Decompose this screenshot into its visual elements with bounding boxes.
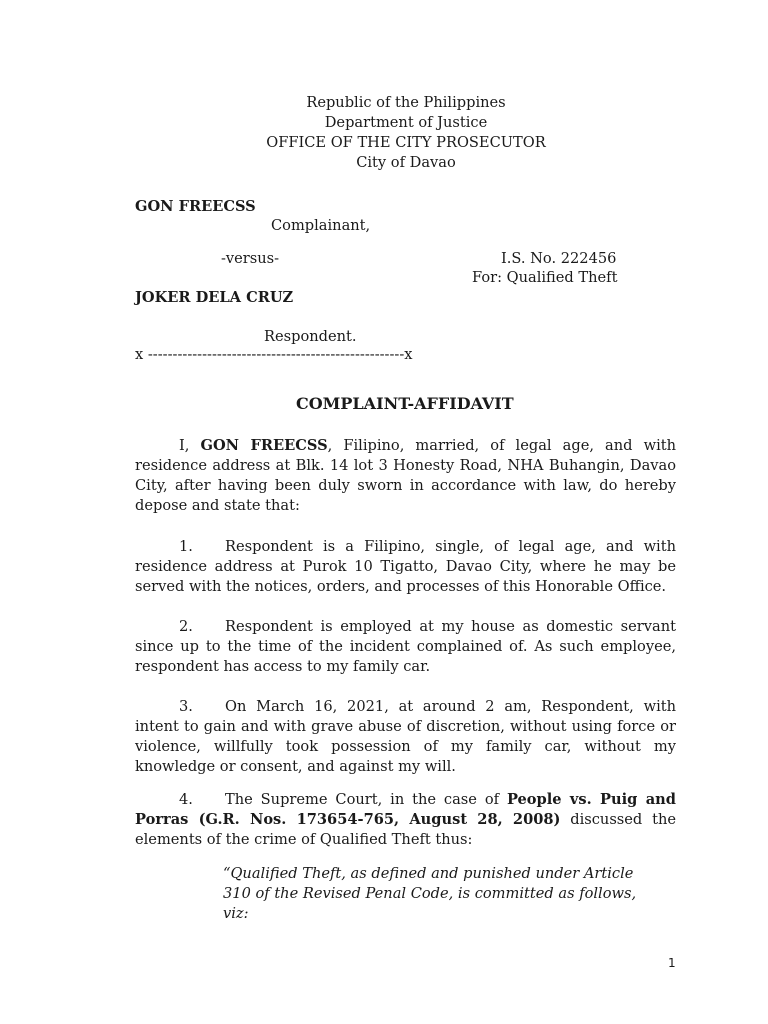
paragraph-4-number: 4.: [179, 791, 193, 808]
paragraph-2: [135, 617, 676, 677]
document-title: COMPLAINT-AFFIDAVIT: [296, 394, 514, 413]
header-republic: Republic of the Philippines: [306, 94, 506, 111]
respondent-label: Respondent.: [264, 328, 357, 345]
paragraph-3-text: On March 16, 2021, at around 2 am, Respondent, with intent to gain and with grave abuse of discretion, without using force or violence, willfully took possession of my family car, without my knowledge or consent, and against my will.: [135, 698, 676, 775]
header-city: City of Davao: [356, 154, 456, 171]
paragraph-2-number: 2.: [179, 618, 193, 635]
respondent-name: JOKER DELA CRUZ: [135, 289, 294, 306]
complainant-name: GON FREECSS: [135, 198, 256, 215]
intro-paragraph: [135, 436, 676, 516]
intro-text: , Filipino, married, of legal age, and with residence address at Blk. 14 lot 3 Honesty Road, NHA Buhangin, Davao City, after having been duly sworn in accordance with law, do hereby depose and state that:: [135, 437, 677, 514]
paragraph-4-text-a: The Supreme Court, in the case of: [225, 791, 507, 808]
intro-name: GON FREECSS: [200, 437, 328, 454]
page-number: 1: [668, 956, 676, 970]
offense-label: For: Qualified Theft: [472, 269, 618, 286]
caption-divider: x ----------------------------------------------------x: [135, 346, 413, 363]
intro-prefix: I,: [179, 437, 201, 454]
case-citation: People vs. Puig and Porras (G.R. Nos. 173654-765, August 28, 2008): [135, 791, 676, 828]
header-block: [0, 93, 768, 173]
is-number: I.S. No. 222456: [501, 250, 617, 267]
paragraph-3: [135, 697, 676, 777]
paragraph-1-text: Respondent is a Filipino, single, of legal age, and with residence address at Purok 10 Tigatto, Davao City, where he may be served with the notices, orders, and processes of this Honorable Office.: [135, 538, 676, 595]
header-department: Department of Justice: [324, 114, 488, 131]
paragraph-1-number: 1.: [179, 538, 193, 555]
complainant-label: Complainant,: [271, 217, 371, 234]
paragraph-1: [135, 537, 676, 597]
paragraph-2-text: Respondent is employed at my house as domestic servant since up to the time of the incident complained of. As such employee, respondent has access to my family car.: [135, 618, 676, 675]
paragraph-4-text-b: discussed the elements of the crime of Qualified Theft thus:: [135, 811, 676, 848]
paragraph-3-number: 3.: [179, 698, 193, 715]
paragraph-4: [135, 790, 676, 850]
versus-label: -versus-: [221, 250, 280, 267]
header-office: OFFICE OF THE CITY PROSECUTOR: [266, 134, 546, 151]
block-quote: “Qualified Theft, as defined and punished under Article 310 of the Revised Penal Code, is committed as follows, viz:: [223, 865, 637, 922]
